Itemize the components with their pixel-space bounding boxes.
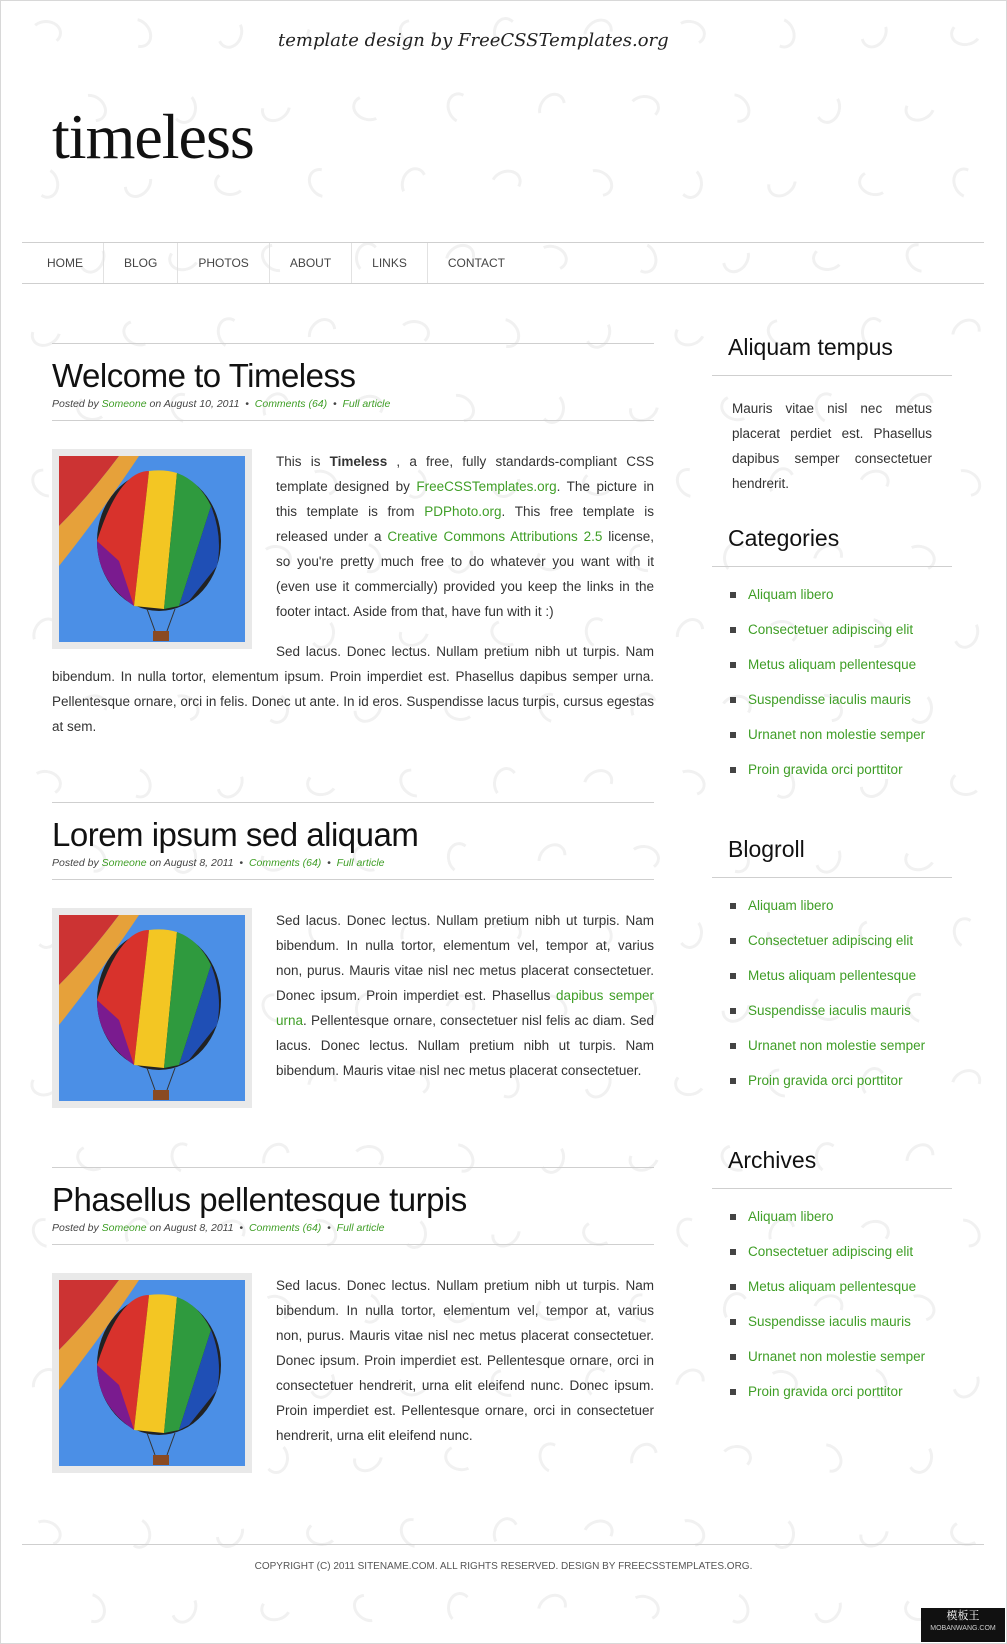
blogroll-link[interactable]: Suspendisse iaculis mauris: [728, 1003, 952, 1038]
blogroll-link[interactable]: Metus aliquam pellentesque: [728, 968, 952, 1003]
text-run: Sed lacus. Donec lectus. Nullam pretium nibh ut turpis. Nam bibendum. In nulla tortor, elementum vel, tempor at, varius non, purus. Mauris vitae nisl nec metus placerat consectetuer. Donec ipsum. Proin imperdiet est. Phasellus: [276, 913, 654, 1003]
sidebar-text: Mauris vitae nisl nec metus placerat perdiet est. Phasellus dapibus semper consectetuer hendrerit.: [732, 401, 932, 491]
watermark-title: 模板王: [946, 1610, 980, 1622]
nav-home[interactable]: HOME: [22, 243, 104, 283]
archive-link[interactable]: Aliquam libero: [728, 1209, 952, 1244]
sidebar-heading: Archives: [712, 1147, 952, 1189]
nav-links[interactable]: LINKS: [352, 243, 428, 283]
footer-copyright: COPYRIGHT (C) 2011 SITENAME.COM. ALL RIGHTS RESERVED. DESIGN BY FREECSSTEMPLATES.ORG.: [254, 1561, 753, 1572]
comments-link[interactable]: Comments (64): [248, 1222, 322, 1234]
post-image-balloon[interactable]: [52, 449, 252, 649]
watermark-url: MOBANWANG.COM: [930, 1625, 996, 1632]
post-body: [52, 908, 654, 1083]
full-article-link[interactable]: Full article: [336, 857, 385, 869]
text-run: This is: [276, 454, 330, 469]
post-date: on August 8, 2011: [149, 1222, 234, 1234]
category-link[interactable]: Aliquam libero: [728, 587, 952, 622]
full-article-link[interactable]: Full article: [342, 398, 391, 410]
text-run: . Pellentesque ornare, consectetuer nisl felis ac diam. Sed lacus. Donec lectus. Nullam pretium nibh ut turpis. Nam bibendum. Mauris vitae nisl nec metus placerat consectetuer.: [276, 1013, 654, 1078]
text-bold: Timeless: [329, 454, 388, 469]
blogroll-link[interactable]: Urnanet non molestie semper: [728, 1038, 952, 1073]
post-body: [52, 449, 654, 739]
post-image-balloon[interactable]: [52, 908, 252, 1108]
sidebar-heading: Categories: [712, 525, 952, 567]
post-2: [52, 802, 654, 1118]
archive-link[interactable]: Urnanet non molestie semper: [728, 1349, 952, 1384]
post-title[interactable]: Phasellus pellentesque turpis: [52, 1181, 467, 1218]
posted-by-label: Posted by: [52, 1222, 99, 1234]
blogroll-link[interactable]: Consectetuer adipiscing elit: [728, 933, 952, 968]
post-meta: Posted by Someone on August 10, 2011 • Comments (64) • Full article: [52, 398, 654, 421]
pdphoto-link[interactable]: PDPhoto.org: [424, 504, 502, 519]
author-link[interactable]: Someone: [101, 857, 147, 869]
text-run: . The picture in this template is from: [276, 479, 654, 519]
category-link[interactable]: Urnanet non molestie semper: [728, 727, 952, 762]
post-paragraph: Sed lacus. Donec lectus. Nullam pretium nibh ut turpis. Nam bibendum. In nulla tortor, elementum vel, tempor at, varius non, purus. Mauris vitae nisl nec metus placerat consectetuer. Donec ipsum. Proin imperdiet est. Pellentesque ornare, orci in consectetuer hendrerit, urna elit eleifend nunc. Donec ipsum. Proin imperdiet est. Pellentesque ornare, orci in consectetuer hendrerit, urna elit eleifend nunc.: [276, 1278, 654, 1443]
sidebar-blogroll: [712, 836, 952, 1108]
footer-divider: [22, 1544, 984, 1545]
nav-about[interactable]: ABOUT: [270, 243, 352, 283]
text-run: . This free template is released under a: [276, 504, 654, 544]
post-title[interactable]: Welcome to Timeless: [52, 357, 356, 394]
sidebar-aliquam: [712, 334, 952, 496]
watermark-badge: [921, 1608, 1005, 1642]
template-credit[interactable]: template design by FreeCSSTemplates.org: [278, 30, 669, 51]
blogroll-link[interactable]: Proin gravida orci porttitor: [728, 1073, 952, 1108]
sidebar-heading: Blogroll: [712, 836, 952, 878]
author-link[interactable]: Someone: [101, 398, 147, 410]
nav-contact[interactable]: CONTACT: [447, 256, 505, 270]
nav-blog[interactable]: BLOG: [104, 243, 178, 283]
author-link[interactable]: Someone: [101, 1222, 147, 1234]
post-1: [52, 343, 654, 754]
post-paragraph: Sed lacus. Donec lectus. Nullam pretium nibh ut turpis. Nam bibendum. In nulla tortor, elementum ipsum. Proin imperdiet est. Phasellus dapibus semper urna. Pellentesque ornare, orci in felis. Donec ut ante. In id eros. Suspendisse lacus turpis, cursus egestas at sem.: [52, 644, 654, 734]
freecsstemplates-link[interactable]: FreeCSSTemplates.org: [416, 479, 557, 494]
post-divider: [52, 343, 654, 344]
posted-by-label: Posted by: [52, 398, 99, 410]
blogroll-link[interactable]: Aliquam libero: [728, 898, 952, 933]
sidebar-archives: [712, 1147, 952, 1419]
post-3: [52, 1167, 654, 1483]
comments-link[interactable]: Comments (64): [254, 398, 328, 410]
post-title[interactable]: Lorem ipsum sed aliquam: [52, 816, 419, 853]
comments-link[interactable]: Comments (64): [248, 857, 322, 869]
post-meta: Posted by Someone on August 8, 2011 • Comments (64) • Full article: [52, 1222, 654, 1245]
category-link[interactable]: Suspendisse iaculis mauris: [728, 692, 952, 727]
dapibus-link[interactable]: dapibus semper urna: [276, 988, 655, 1028]
archive-link[interactable]: Metus aliquam pellentesque: [728, 1279, 952, 1314]
full-article-link[interactable]: Full article: [336, 1222, 385, 1234]
post-body: [52, 1273, 654, 1448]
post-date: on August 10, 2011: [149, 398, 240, 410]
archive-link[interactable]: Consectetuer adipiscing elit: [728, 1244, 952, 1279]
sidebar-heading: Aliquam tempus: [712, 334, 952, 376]
creative-commons-link[interactable]: Creative Commons Attributions 2.5: [387, 529, 603, 544]
post-divider: [52, 1167, 654, 1168]
site-logo[interactable]: timeless: [52, 101, 254, 172]
category-link[interactable]: Metus aliquam pellentesque: [728, 657, 952, 692]
post-image-balloon[interactable]: [52, 1273, 252, 1473]
text-run: , a free, fully standards-compliant CSS template designed by: [276, 454, 654, 494]
main-nav: [22, 242, 984, 284]
sidebar-categories: [712, 525, 952, 797]
category-link[interactable]: Consectetuer adipiscing elit: [728, 622, 952, 657]
text-run: license, so you're pretty much free to do whatever you want with it (even use it commercially) provided you keep the links in the footer intact. Aside from that, have fun with it :): [276, 529, 654, 619]
post-divider: [52, 802, 654, 803]
post-meta: Posted by Someone on August 8, 2011 • Comments (64) • Full article: [52, 857, 654, 880]
archive-link[interactable]: Proin gravida orci porttitor: [728, 1384, 952, 1419]
nav-photos[interactable]: PHOTOS: [178, 243, 269, 283]
archive-link[interactable]: Suspendisse iaculis mauris: [728, 1314, 952, 1349]
category-link[interactable]: Proin gravida orci porttitor: [728, 762, 952, 797]
posted-by-label: Posted by: [52, 857, 99, 869]
post-date: on August 8, 2011: [149, 857, 234, 869]
